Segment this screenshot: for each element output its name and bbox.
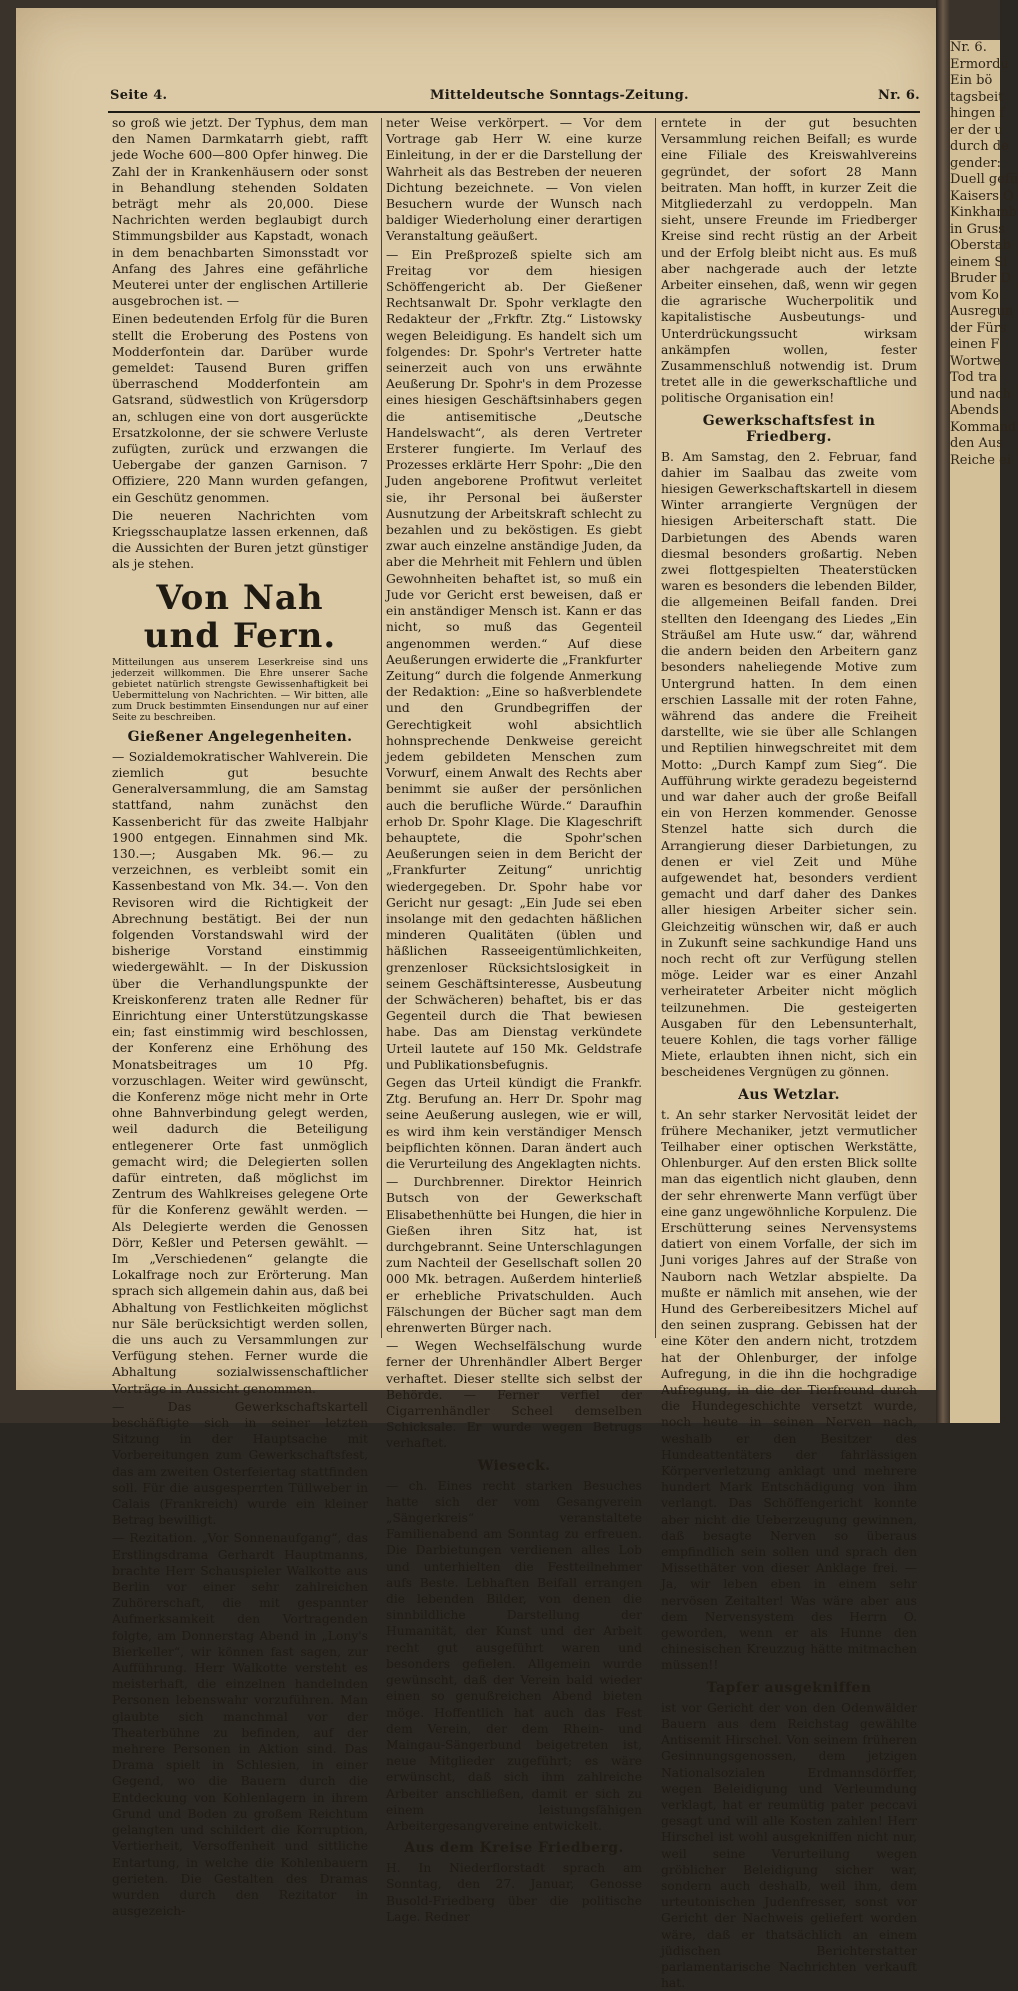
section-heading: Aus Wetzlar. <box>738 1086 840 1103</box>
article-paragraph: neter Weise verkörpert. — Vor dem Vortrage gab Herr W. eine kurze Einleitung, in der er die Darstellung der Wahrheit als das Bestreben der neueren Dichtung bezeichnete. — Von vielen Besuchern wurde der Wunsch nach baldiger Wiederholung einer derartigen Veranstaltung geäußert. <box>386 116 642 244</box>
section-heading: Tapfer ausgekniffen <box>706 1679 872 1696</box>
next-page-line: Reiche ei <box>950 452 1011 468</box>
next-page-line: Bruder D <box>950 271 1011 286</box>
article-paragraph: — ch. Eines recht starken Besuches hatte sich der vom Gesangverein „Sängerkreis“ veranstaltete Familienabend am Sonntag zu erfreuen. Die Darbietungen verdienen alles Lob und unterhielten die Festteilnehmer aufs Beste. Lebhaften Beifall errangen die lebenden Bilder, von denen die sinnbildliche Darstellung der Humanität, der Kunst und der Arbeit recht gut ausgeführt waren und besonders gefielen. Allgemein wurde gewünscht, daß der Verein bald wieder einen so genußreichen Abend bieten möge. Hoffentlich hat auch das Fest dem Verein, der dem Rhein- und Maingau-Sängerbund beigetreten ist, neue Mitglieder zugeführt; es wäre erwünscht, daß sich ihm zahlreiche Arbeiter anschließen, damit er sich zu einem leistungsfähigen Arbeitergesangvereine entwickelt. <box>386 1478 642 1833</box>
next-page-line: durch de <box>950 139 1009 154</box>
section-heading: Gießener Angelegenheiten. <box>127 728 353 745</box>
next-page-line: Abends <box>950 403 999 418</box>
next-page-line: hingen f <box>950 106 1005 121</box>
section-note: Mitteilungen aus unserem Leserkreise sind uns jederzeit willkommen. Die Ehre unserer Sache gebietet natürlich strengste Gewissenhaftigkeit bei Uebermittelung von Nachrichten. — Wir bitten, alle zum Druck bestimmten Einsendungen nur auf einer Seite zu beschreiben. <box>112 656 368 723</box>
column-1 <box>112 115 368 1919</box>
section-heading: Wieseck. <box>477 1457 551 1474</box>
article-paragraph: B. Am Samstag, den 2. Februar, fand dahier im Saalbau das zweite vom hiesigen Gewerkschaftskartell in diesem Winter arrangierte Vergnügen der hiesigen Arbeiterschaft statt. Die Darbietungen des Abends waren diesmal besonders großartig. Neben zwei flottgespielten Theaterstücken waren es besonders die lebenden Bilder, die allgemeinen Beifall fanden. Drei stellten den Ideengang des Liedes „Ein Sträußel am Hute usw.“ dar, während die andern beiden den Arbeitern ganz besonders naheliegende Motive zum Untergrund hatten. In dem einen erschien Lassalle mit der roten Fahne, während das andere die Freiheit darstellte, wie sie über alle Schlangen und Reptilien hinwegschreitet mit dem Motto: „Durch Kampf zum Sieg“. Die Aufführung wirkte geradezu begeisternd und war daher auch der große Beifall ein von Herzen kommender. Genosse Stenzel hatte sich durch die Arrangierung dieser Darbietungen, zu denen er viel Zeit und Mühe aufgewendet hat, besonders verdient gemacht und darf daher des Dankes aller hiesigen Arbeiter sicher sein. Gleichzeitig wünschen wir, daß er auch in Zukunft seine sachkundige Hand uns noch recht oft zur Verfügung stellen möge. Leider war es einer Anzahl verheirateter Arbeiter nicht möglich teilzunehmen. Die gesteigerten Ausgaben für den Lebensunterhalt, teuere Kohlen, die tags vorher fällige Miete, erlaubten ihnen nicht, sich ein bescheidenes Vergnügen zu gönnen. <box>661 449 917 1080</box>
article-paragraph: erntete in der gut besuchten Versammlung reichen Beifall; es wurde eine Filiale des Kreiswahlvereins gegründet, der sofort 28 Mann beitraten. Man hofft, in kurzer Zeit die Mitgliederzahl zu verdoppeln. Man sieht, unsere Freunde im Friedberger Kreise sind recht rüstig an der Arbeit und der Erfolg bleibt nicht aus. Es muß aber nachgerade auch der letzte Arbeiter einsehen, daß, wenn wir gegen die agrarische Wucherpolitik und kapitalistische Ausbeutungs- und Unterdrückungssucht wirksam ankämpfen wollen, fester Zusammenschluß notwendig ist. Drum tretet alle in die gewerkschaftliche und politische Organisation ein! <box>661 116 917 406</box>
article-paragraph: Einen bedeutenden Erfolg für die Buren stellt die Eroberung des Postens von Modderfontein dar. Darüber wurde gemeldet: Tausend Buren griffen überraschend Modderfontein am Gatsrand, südwestlich von Krügersdorp an, schlugen eine von dort ausgerückte Ersatzkolonne, der sie schwere Verluste zufügten, zurück und erzwangen die Uebergabe der ganzen Garnison. 7 Offiziere, 220 Mann wurden gefangen, ein Geschütz genommen. <box>112 312 368 505</box>
next-page-line: Oberstab <box>950 238 1011 253</box>
next-page-line: Ein bö <box>950 73 993 88</box>
article-paragraph: ist vor Gericht der von den Odenwälder Bauern aus dem Reichstag gewählte Antisemit Hirschel. Von seinem früheren Gesinnungsgenossen, dem jetzigen Nationalsozialen Erdmannsdörffer, wegen Beleidigung und Verleumdung verklagt, hat er reumütig pater peccavi gesagt und will alle Kosten zahlen! Herr Hirschel ist wohl ausgekniffen nicht nur, weil seine Verurteilung wegen gröblicher Beleidigung sicher war, sondern auch deshalb, weil ihm, dem urteutonischen Judenfresser, sonst vor Gericht der Nachweis geliefert worden wäre, daß er thatsächlich an einem jüdischen Berichterstatter parlamentarische Nachrichten verkauft hat. <box>661 1700 917 1991</box>
next-page-line: Kommand <box>950 419 1017 435</box>
next-page-line: der Fürs <box>950 320 1007 336</box>
next-page-line: Ermordu <box>950 56 1009 72</box>
next-page-line: Ausregun <box>950 304 1014 319</box>
next-page-line: den Aus <box>950 436 1003 451</box>
column-rule <box>655 118 656 1338</box>
next-page-line: einem Si <box>950 254 1008 270</box>
next-page-line: Wortwe <box>950 353 1001 369</box>
article-paragraph: t. An sehr starker Nervosität leidet der frühere Mechaniker, jetzt vermutlicher Teilhaber einer optischen Werkstätte, Ohlenburger. Auf den ersten Blick sollte man das eigentlich nicht glauben, denn der sehr ehrenwerte Mann verfügt über eine ganz ungewöhnliche Korpulenz. Die Erschütterung seines Nervensystems datiert von einem Vorfalle, der sich im Juni voriges Jahres auf der Straße von Nauborn nach Wetzlar abspielte. Da mußte er nämlich mit ansehen, wie der Hund des Gerbereibesitzers Michel auf den seinen zusprang. Gebissen hat der eine Köter den andern nicht, trotzdem hat der Ohlenburger, der infolge Aufregung, in die ihn die hochgradige Aufregung, in die der Tierfreund durch die Hundegeschichte versetzt wurde, noch heute in seinen Nerven nach, weshalb er den Besitzer des Hundeattentäters der fahrlässigen Körperverletzung anklagt und mehrere hundert Mark Entschädigung von ihm verlangt. Das Schöffengericht konnte aber nicht die Ueberzeugung gewinnen, daß besagte Nerven so überaus empfindlich sein sollen und sprach den Missethäter von dieser Anklage frei. — Ja, wir leben eben in einem sehr nervösen Zeitalter! Was wäre aber aus dem Nervensystem des Herrn O. geworden, wenn er als Hunne den chinesischen Kreuzzug hätte mitmachen müssen!! <box>661 1107 917 1673</box>
article-paragraph: — Ein Preßprozeß spielte sich am Freitag vor dem hiesigen Schöffengericht ab. Der Gießener Rechtsanwalt Dr. Spohr verklagte den Redakteur der „Frkftr. Ztg.“ Listowsky wegen Beleidigung. Es handelt sich um folgendes: Dr. Spohr's Vertreter hatte seinerzeit auch von uns erwähnte Aeußerung Dr. Spohr's in dem Prozesse eines hiesigen Geschäftsinhabers gegen die antisemitische „Deutsche Handelswacht“, als deren Vertreter Ersterer fungierte. Im Verlauf des Prozesses erklärte Herr Spohr: „Die den Juden angeborene Profitwut verleitet sie, ihr Personal bei äußerster Ausnutzung der Arbeitskraft schlecht zu bezahlen und zu beköstigen. Es giebt zwar auch einzelne anständige Juden, da aber die Mehrheit mit Fehlern und üblen Gewohnheiten behaftet ist, so muß ein Jude vor Gericht erst beweisen, daß er ein anständiger Mensch ist. Kann er das nicht, so muß das Gegenteil angenommen werden.“ Auf diese Aeußerungen erwiderte die „Frankfurter Zeitung“ durch die folgende Anmerkung der Redaktion: „Eine so haßverblendete und den Grundbegriffen der Gerechtigkeit wohl absichtlich hohnsprechende Denkweise gereicht jedem gebildeten Menschen zum Vorwurf, einem Anwalt des Rechts aber benimmt sie außer der persönlichen auch die berufliche Würde.“ Daraufhin erhob Dr. Spohr Klage. Die Klageschrift behauptete, die Spohr'schen Aeußerungen seien in dem Bericht der „Frankfurter Zeitung“ unrichtig wiedergegeben. Dr. Spohr habe vor Gericht nur gesagt: „Ein Jude sei eben insolange mit den gedachten häßlichen minderen Qualitäten (üblen und häßlichen Rasseeigentümlichkeiten, grenzenloser Rücksichtslosigkeit in seinem Geschäftsinteresse, Ausbeutung der Schwächeren) behaftet, bis er das Gegenteil durch die That bewiesen habe. Das am Dienstag verkündete Urteil lautete auf 150 Mk. Geldstrafe und Publikationsbefugnis. <box>386 247 642 1072</box>
article-paragraph: H. In Niederflorstadt sprach am Sonntag, den 27. Januar, Genosse Busold-Friedberg über die politische Lage. Redner <box>386 1861 642 1924</box>
article-paragraph: — Durchbrenner. Direktor Heinrich Butsch von der Gewerkschaft Elisabethenhütte bei Hungen, die hier in Gießen ihren Sitz hat, ist durchgebrannt. Seine Unterschlagungen zum Nachteil der Gesellschaft sollen 20 000 Mk. betragen. Außerdem hinterließ er erhebliche Privatschulden. Auch Fälschungen der Bücher sagt man dem ehrenwerten Bürger nach. <box>386 1175 642 1336</box>
next-page-line: tagsbeit <box>950 89 1004 105</box>
column-rule <box>381 118 382 1338</box>
article-paragraph: — Wegen Wechselfälschung wurde ferner der Uhrenhändler Albert Berger verhaftet. Dieser stellte sich selbst der Behörde. — Ferner verfiel der Cigarrenhändler Scheel demselben Schicksale. Er wurde wegen Betrugs verhaftet. <box>386 1339 642 1451</box>
column-2 <box>386 115 642 1924</box>
section-title: Von Nah und Fern. <box>143 577 337 656</box>
article-paragraph: — Rezitation. „Vor Sonnenaufgang“, das Erstlingsdrama Gerhardt Hauptmanns, brachte Herr Schauspieler Walkotte aus Berlin vor einer sehr zahlreichen Zuhörerschaft, die mit gespannter Aufmerksamkeit den Vortragenden folgte, am Donnerstag Abend in „Lony's Bierkeller“, wir können fast sagen, zur Aufführung. Herr Walkotte versteht es meisterhaft, die einzelnen handelnden Personen lebenswahr vorzuführen. Man glaubte sich manchmal vor der Theaterbühne zu befinden, auf der mehrere Personen in Aktion sind. Das Drama spielt in Schlesien, in einer Gegend, wo die Bauern durch die Entdeckung von Kohlenlagern in ihrem Grund und Boden zu großem Reichtum gelangten und schildert die Korruption, Vertierheit, Versoffenheit und sittliche Entartung, in welche die Kohlenbauern gerieten. Die Gestalten des Dramas wurden durch den Rezitator in ausgezeich- <box>112 1531 368 1919</box>
next-page-line: Duell gefü <box>950 172 1018 187</box>
article-paragraph: Gegen das Urteil kündigt die Frankfr. Ztg. Berufung an. Herr Dr. Spohr mag seine Aeußerung auslegen, wie er will, es wird ihm kein verständiger Mensch beipflichten können. Daran ändert auch die Verurteilung des Angeklagten nichts. <box>386 1075 642 1171</box>
newspaper-title: Mitteldeutsche Sonntags-Zeitung. <box>430 88 689 103</box>
page-header <box>110 88 920 112</box>
next-page-line: er der u <box>950 122 1003 138</box>
issue-number: Nr. 6. <box>878 88 920 103</box>
column-3 <box>661 115 917 1991</box>
next-page-line: vom Ko <box>950 287 999 303</box>
next-page-line: Tod tra <box>950 370 998 385</box>
next-page-line: Kaisers O <box>950 188 1014 204</box>
article-paragraph: Die neueren Nachrichten vom Kriegsschauplatze lassen erkennen, daß die Aussichten der Buren jetzt günstiger als je stehen. <box>112 508 368 572</box>
next-page-line: Kinkhamb <box>950 205 1017 220</box>
next-page-text <box>950 40 1018 469</box>
section-heading: Aus dem Kreise Friedberg. <box>404 1840 624 1857</box>
next-page-line: in Gruss <box>950 221 1005 237</box>
next-page-line: gender: <box>950 155 1001 171</box>
next-page-line: und nach <box>950 386 1011 402</box>
next-page-line: einen F <box>950 337 1000 352</box>
page-number: Seite 4. <box>110 88 168 103</box>
article-paragraph: — Das Gewerkschaftskartell beschäftigte sich in seiner letzten Sitzung in der Hauptsache mit Vorbereitungen zum Gewerkschaftsfest, das am zweiten Osterfeiertag stattfinden soll. Für die ausgesperrten Tüllweber in Calais (Frankreich) wurde ein kleiner Betrag bewilligt. <box>112 1399 368 1528</box>
article-paragraph: so groß wie jetzt. Der Typhus, dem man den Namen Darmkatarrh giebt, rafft jede Woche 600—800 Opfer hinweg. Die Zahl der in Krankenhäusern oder sonst in Behandlung stehenden Soldaten beträgt mehr als 20,000. Diese Nachrichten werden beglaubigt durch Stimmungsbilder aus Kapstadt, wonach in dem benachbarten Simonsstadt vor Anfang des Jahres eine gefährliche Meuterei unter der englischen Artillerie ausgebrochen ist. — <box>112 116 368 309</box>
section-heading: Gewerkschaftsfest in Friedberg. <box>702 412 876 445</box>
next-page-edge <box>950 40 1018 1423</box>
article-paragraph: — Sozialdemokratischer Wahlverein. Die ziemlich gut besuchte Generalversammlung, die am Samstag stattfand, nahm zunächst den Kassenbericht für das zweite Halbjahr 1900 entgegen. Einnahmen sind Mk. 130.—; Ausgaben Mk. 96.— zu verzeichnen, es verbleibt somit ein Kassenbestand von Mk. 34.—. Von den Revisoren wird die Richtigkeit der Abrechnung bestätigt. Bei der nun folgenden Vorstandswahl wird der bisherige Vorstand einstimmig wiedergewählt. — In der Diskussion über die Verhandlungspunkte der Kreiskonferenz traten alle Redner für Einrichtung einer Unterstützungskasse ein; fast einstimmig wird beschlossen, der Konferenz eine Erhöhung des Monatsbeitrages um 10 Pfg. vorzuschlagen. Weiter wird gewünscht, die Konferenz möge nicht mehr in Orte ohne Bahnverbindung gelegt werden, weil dadurch die Beteiligung entlegenerer Orte fast unmöglich gemacht wird; die Delegierten sollen dafür eintreten, daß möglichst im Zentrum des Wahlkreises gelegene Orte für die Konferenz gewählt werden. — Als Delegierte werden die Genossen Dörr, Keßler und Petersen gewählt. — Im „Verschiedenen“ gelangte die Lokalfrage noch zur Erörterung. Man sprach sich allgemein dahin aus, daß bei Abhaltung von Festlichkeiten möglichst nur Säle berücksichtigt werden sollen, die uns auch zu Versammlungen zur Verfügung stehen. Ferner wurde die Abhaltung sozialwissenschaftlicher Vorträge in Aussicht genommen. <box>112 749 368 1396</box>
header-rule <box>108 111 920 113</box>
next-page-line: Nr. 6. <box>950 40 987 55</box>
binding-gutter <box>936 0 950 1423</box>
